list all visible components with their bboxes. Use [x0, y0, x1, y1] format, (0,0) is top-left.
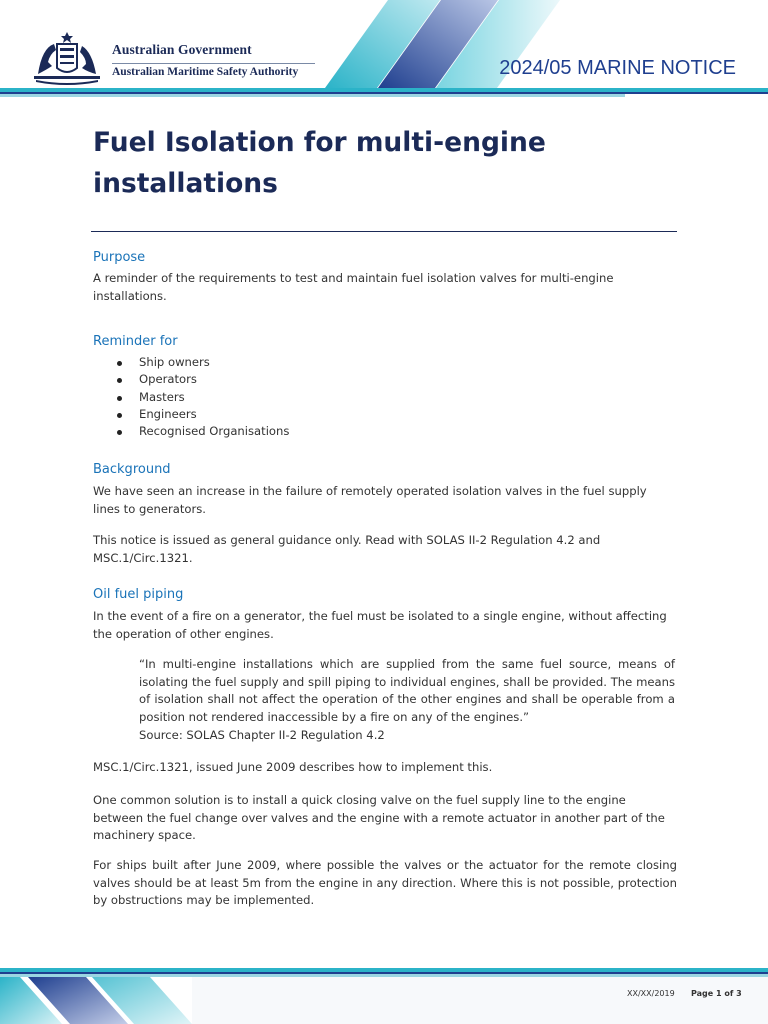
- quote-source: Source: SOLAS Chapter II-2 Regulation 4.2: [139, 728, 385, 742]
- agency-name: Australian Maritime Safety Authority: [112, 66, 299, 78]
- oil-fuel-paragraph-3: One common solution is to install a quick closing valve on the fuel supply line to the engine between the fuel change over valves and the engine with a remote actuator in another part of the machinery space.: [93, 793, 665, 842]
- bullet-icon: [117, 361, 122, 366]
- list-item-label: Masters: [139, 389, 185, 404]
- oil-fuel-paragraph-1: In the event of a fire on a generator, the fuel must be isolated to a single engine, without affecting the operation of other engines.: [93, 609, 667, 641]
- list-item-label: Operators: [139, 372, 197, 387]
- quote-text: “In multi-engine installations which are supplied from the same fuel source, means of isolating the fuel supply and spill piping to individual engines, shall be provided. The means of isolation shall not affect the operation of the other engines and shall be operable from a position not rendered inaccessible by a fire on any of the engines.”: [139, 657, 675, 724]
- list-item: [93, 371, 493, 388]
- list-item: [93, 389, 493, 406]
- government-logo: [30, 30, 320, 86]
- oil-fuel-paragraph-2: MSC.1/Circ.1321, issued June 2009 describes how to implement this.: [93, 760, 493, 774]
- footer-date: XX/XX/2019: [627, 989, 675, 998]
- page-number: Page 1 of 3: [691, 989, 742, 998]
- list-item-label: Ship owners: [139, 355, 210, 369]
- background-paragraph-2: This notice is issued as general guidance only. Read with SOLAS II-2 Regulation 4.2 and MSC.1/Circ.1321.: [93, 533, 601, 565]
- bullet-icon: [117, 378, 122, 383]
- list-item: [93, 423, 493, 440]
- oil-fuel-paragraph-4: For ships built after June 2009, where possible the valves or the actuator for the remote closing valves should be at least 5m from the engine in any direction. Where this is not possible, protection by obstructions may be implemented.: [93, 858, 677, 907]
- list-item-label: Engineers: [139, 406, 197, 421]
- purpose-heading: Purpose: [93, 250, 146, 265]
- purpose-text: A reminder of the requirements to test and maintain fuel isolation valves for multi-engine installations.: [93, 271, 614, 303]
- notice-number: 2024/05 MARINE NOTICE: [499, 57, 736, 79]
- bullet-icon: [117, 430, 122, 435]
- background-paragraph-1: We have seen an increase in the failure of remotely operated isolation valves in the fuel supply lines to generators.: [93, 484, 647, 516]
- background-heading: Background: [93, 462, 171, 477]
- title-divider: [91, 231, 677, 232]
- reminder-list: [93, 354, 493, 440]
- reminder-heading: Reminder for: [93, 334, 178, 349]
- bullet-icon: [117, 396, 122, 401]
- bullet-icon: [117, 413, 122, 418]
- page-title: Fuel Isolation for multi-engine installations: [93, 127, 546, 199]
- list-item: [93, 406, 493, 423]
- list-item-label: Recognised Organisations: [139, 424, 290, 439]
- coat-of-arms-icon: [30, 30, 104, 86]
- government-name: Australian Government: [112, 42, 252, 57]
- list-item: [93, 354, 493, 371]
- oil-fuel-heading: Oil fuel piping: [93, 587, 184, 602]
- logo-divider: [112, 63, 315, 64]
